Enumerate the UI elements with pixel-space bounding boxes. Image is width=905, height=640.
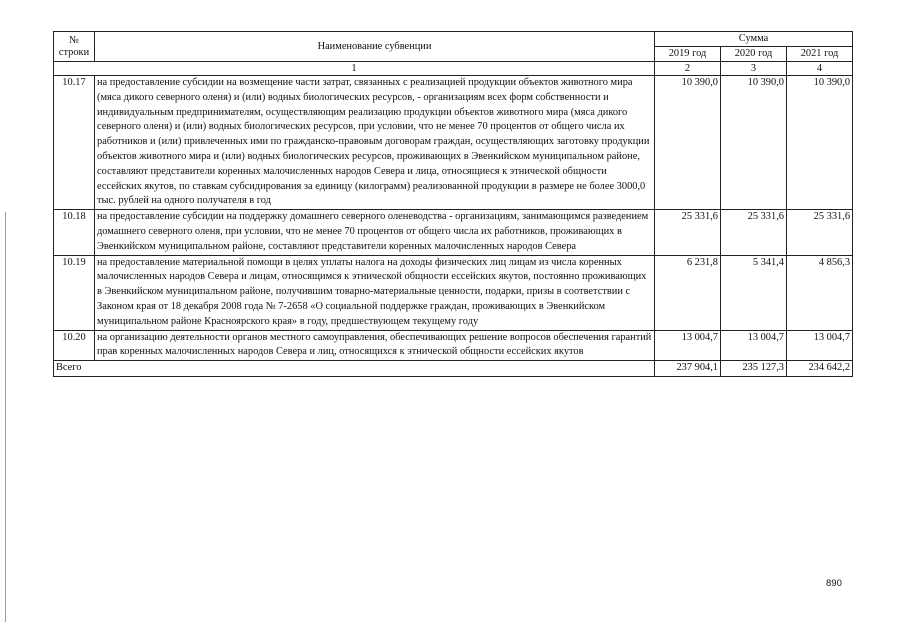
value-2021: 4 856,3 [787,255,853,330]
row-number: 10.17 [54,76,95,210]
row-number: 10.18 [54,210,95,255]
row-description: на организацию деятельности органов местного самоуправления, обеспечивающих решение вопросов обеспечения гарантий прав коренных малочисленных народов Севера и лиц, относящихся к этнической общности ессейских якутов [95,330,655,361]
header-subvention-name: Наименование субвенции [95,32,655,62]
row-number: 10.19 [54,255,95,330]
row-description: на предоставление субсидии на поддержку домашнего северного оленеводства - организациям, занимающимся разведением домашнего северного оленя, при условии, что не менее 70 процентов от общего числа их работников, проживающих в Эвенкийском муниципальном районе, составляют представители коренных малочисленных народов Севера [95,210,655,255]
total-2021: 234 642,2 [787,361,853,377]
header-row-number [54,32,95,62]
value-2020: 5 341,4 [721,255,787,330]
header-sum: Сумма [655,32,853,47]
value-2019: 25 331,6 [655,210,721,255]
table-row [54,210,853,255]
header-no-sublabel: строки [58,46,90,58]
table-row [54,76,853,210]
total-label: Всего [54,361,655,377]
index-cell-1: 1 [54,62,655,76]
total-row [54,361,853,377]
header-year-2021: 2021 год [787,47,853,62]
table-row [54,330,853,361]
value-2020: 10 390,0 [721,76,787,210]
header-year-2020: 2020 год [721,47,787,62]
value-2019: 6 231,8 [655,255,721,330]
value-2021: 10 390,0 [787,76,853,210]
subventions-table [53,31,853,377]
margin-mark [5,212,6,622]
total-2020: 235 127,3 [721,361,787,377]
row-description: на предоставление субсидии на возмещение части затрат, связанных с реализацией продукции объектов животного мира (мяса дикого северного оленя) и (или) водных биологических ресурсов, - организациям всех форм собственности и индивидуальным предпринимателям, осуществляющим реализацию продукции объектов животного мира (мяса дикого северного оленя) и (или) водных биологических ресурсов, при условии, что не менее 70 процентов от общего числа их работников и (или) привлеченных ими по гражданско-правовым договорам граждан, осуществляющих заготовку продукции объектов животного мира и (или) водных биологических ресурсов, проживающих в Эвенкийском муниципальном районе, составляют представители коренных малочисленных народов Севера и лица, относящиеся к этнической общности ессейских якутов, по ставкам субсидирования за единицу (килограмм) реализованной продукции в размере не более 3000,0 тыс. рублей на одного получателя в год [95,76,655,210]
header-no-label: № [69,34,79,46]
page-number: 890 [826,578,842,589]
total-2019: 237 904,1 [655,361,721,377]
row-description: на предоставление материальной помощи в целях уплаты налога на доходы физических лиц лицам из числа коренных малочисленных народов Севера и лицам, относящимся к этнической общности ессейских якутов, постоянно проживающих в Эвенкийском муниципальном районе, получившим товарно-материальные ценности, подарки, призы в соответствии с Законом края от 18 декабря 2008 года № 7-2658 «О социальной поддержке граждан, проживающих в Эвенкийском муниципальном районе Красноярского края» в году, предшествующем текущему году [95,255,655,330]
value-2019: 10 390,0 [655,76,721,210]
value-2021: 13 004,7 [787,330,853,361]
value-2019: 13 004,7 [655,330,721,361]
index-cell-3: 3 [721,62,787,76]
row-number: 10.20 [54,330,95,361]
value-2020: 25 331,6 [721,210,787,255]
value-2021: 25 331,6 [787,210,853,255]
index-cell-4: 4 [787,62,853,76]
index-cell-2: 2 [655,62,721,76]
header-year-2019: 2019 год [655,47,721,62]
table-row [54,255,853,330]
value-2020: 13 004,7 [721,330,787,361]
